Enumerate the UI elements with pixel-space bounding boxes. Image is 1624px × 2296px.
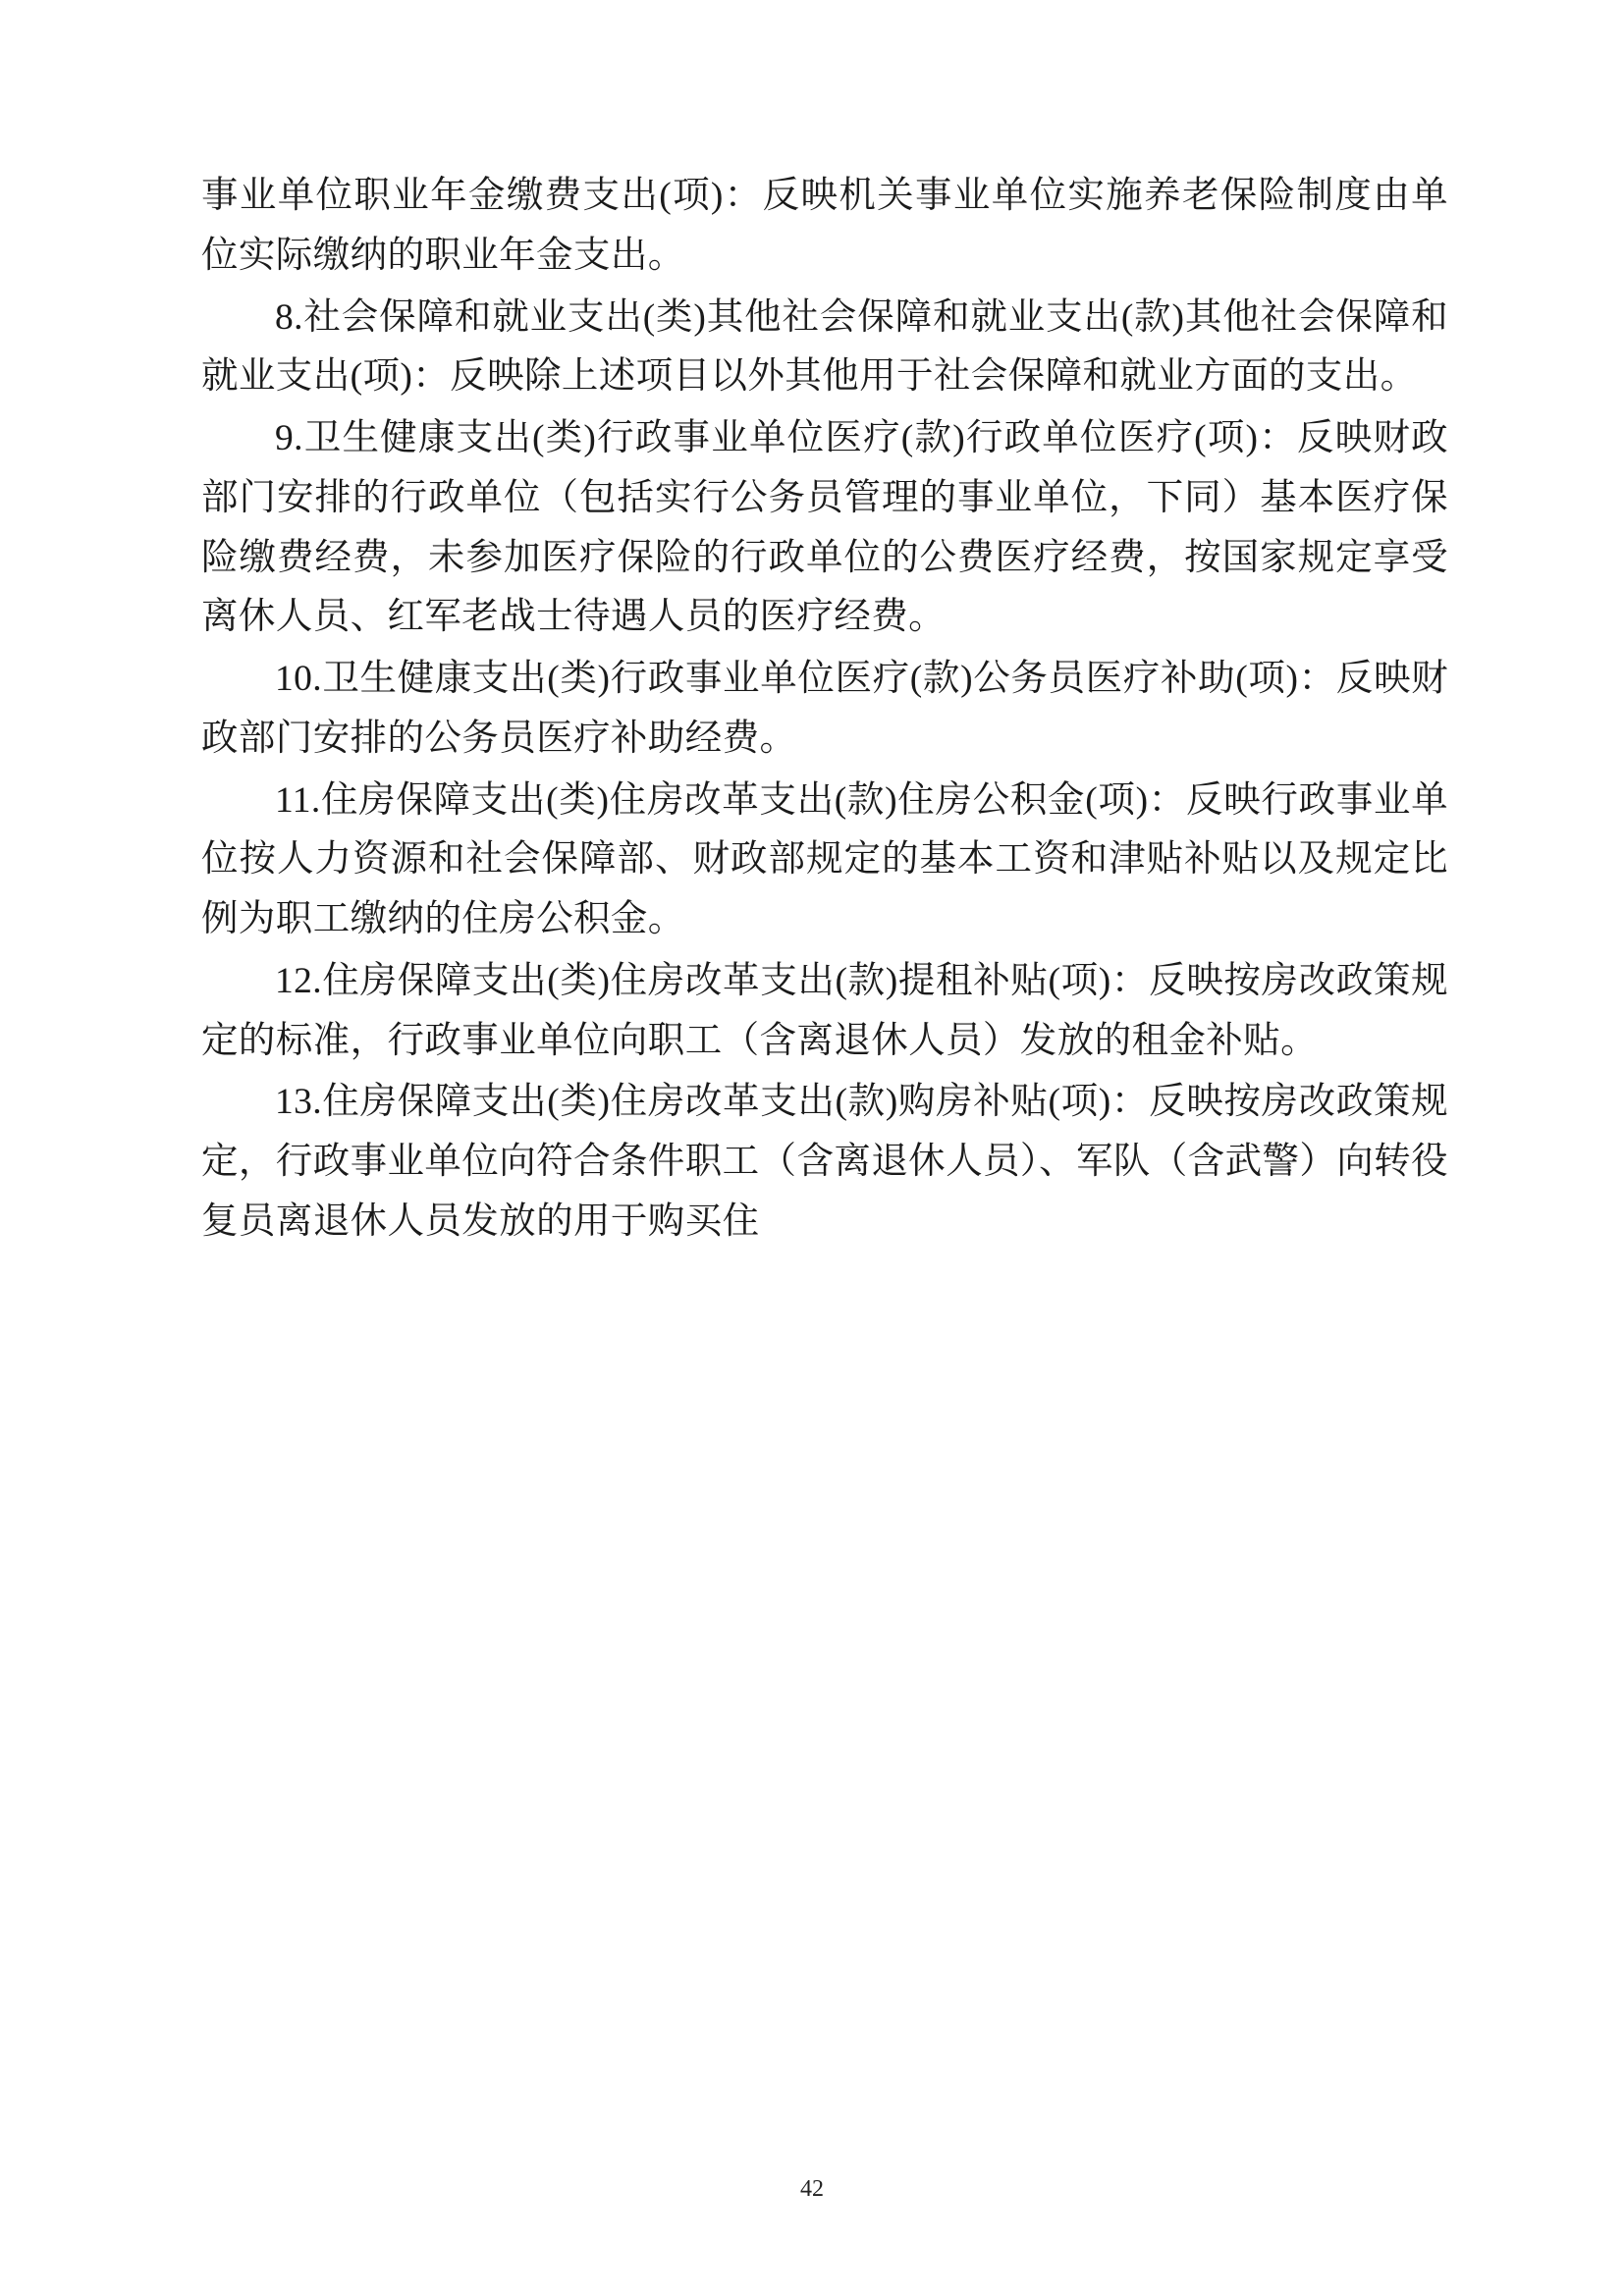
document-body <box>201 167 1448 1253</box>
paragraph: 10.卫生健康支出(类)行政事业单位医疗(款)公务员医疗补助(项)：反映财政部门安排的公务员医疗补助经费。 <box>201 659 1448 759</box>
paragraph: 13.住房保障支出(类)住房改革支出(款)购房补贴(项)：反映按房改政策规定，行政事业单位向符合条件职工（含离退休人员）、军队（含武警）向转役复员离退休人员发放的用于购买住 <box>201 1082 1448 1242</box>
paragraph: 8.社会保障和就业支出(类)其他社会保障和就业支出(款)其他社会保障和就业支出(项)：反映除上述项目以外其他用于社会保障和就业方面的支出。 <box>201 296 1448 398</box>
paragraph: 12.住房保障支出(类)住房改革支出(款)提租补贴(项)：反映按房改政策规定的标准，行政事业单位向职工（含离退休人员）发放的租金补贴。 <box>201 960 1448 1061</box>
paragraph: 9.卫生健康支出(类)行政事业单位医疗(款)行政单位医疗(项)：反映财政部门安排的行政单位（包括实行公务员管理的事业单位，下同）基本医疗保险缴费经费，未参加医疗保险的行政单位的公费医疗经费，按国家规定享受离休人员、红军老战士待遇人员的医疗经费。 <box>201 418 1448 638</box>
paragraph: 事业单位职业年金缴费支出(项)：反映机关事业单位实施养老保险制度由单位实际缴纳的职业年金支出。 <box>201 176 1448 276</box>
paragraph: 11.住房保障支出(类)住房改革支出(款)住房公积金(项)：反映行政事业单位按人力资源和社会保障部、财政部规定的基本工资和津贴补贴以及规定比例为职工缴纳的住房公积金。 <box>201 779 1448 939</box>
page-number: 42 <box>800 2176 824 2202</box>
